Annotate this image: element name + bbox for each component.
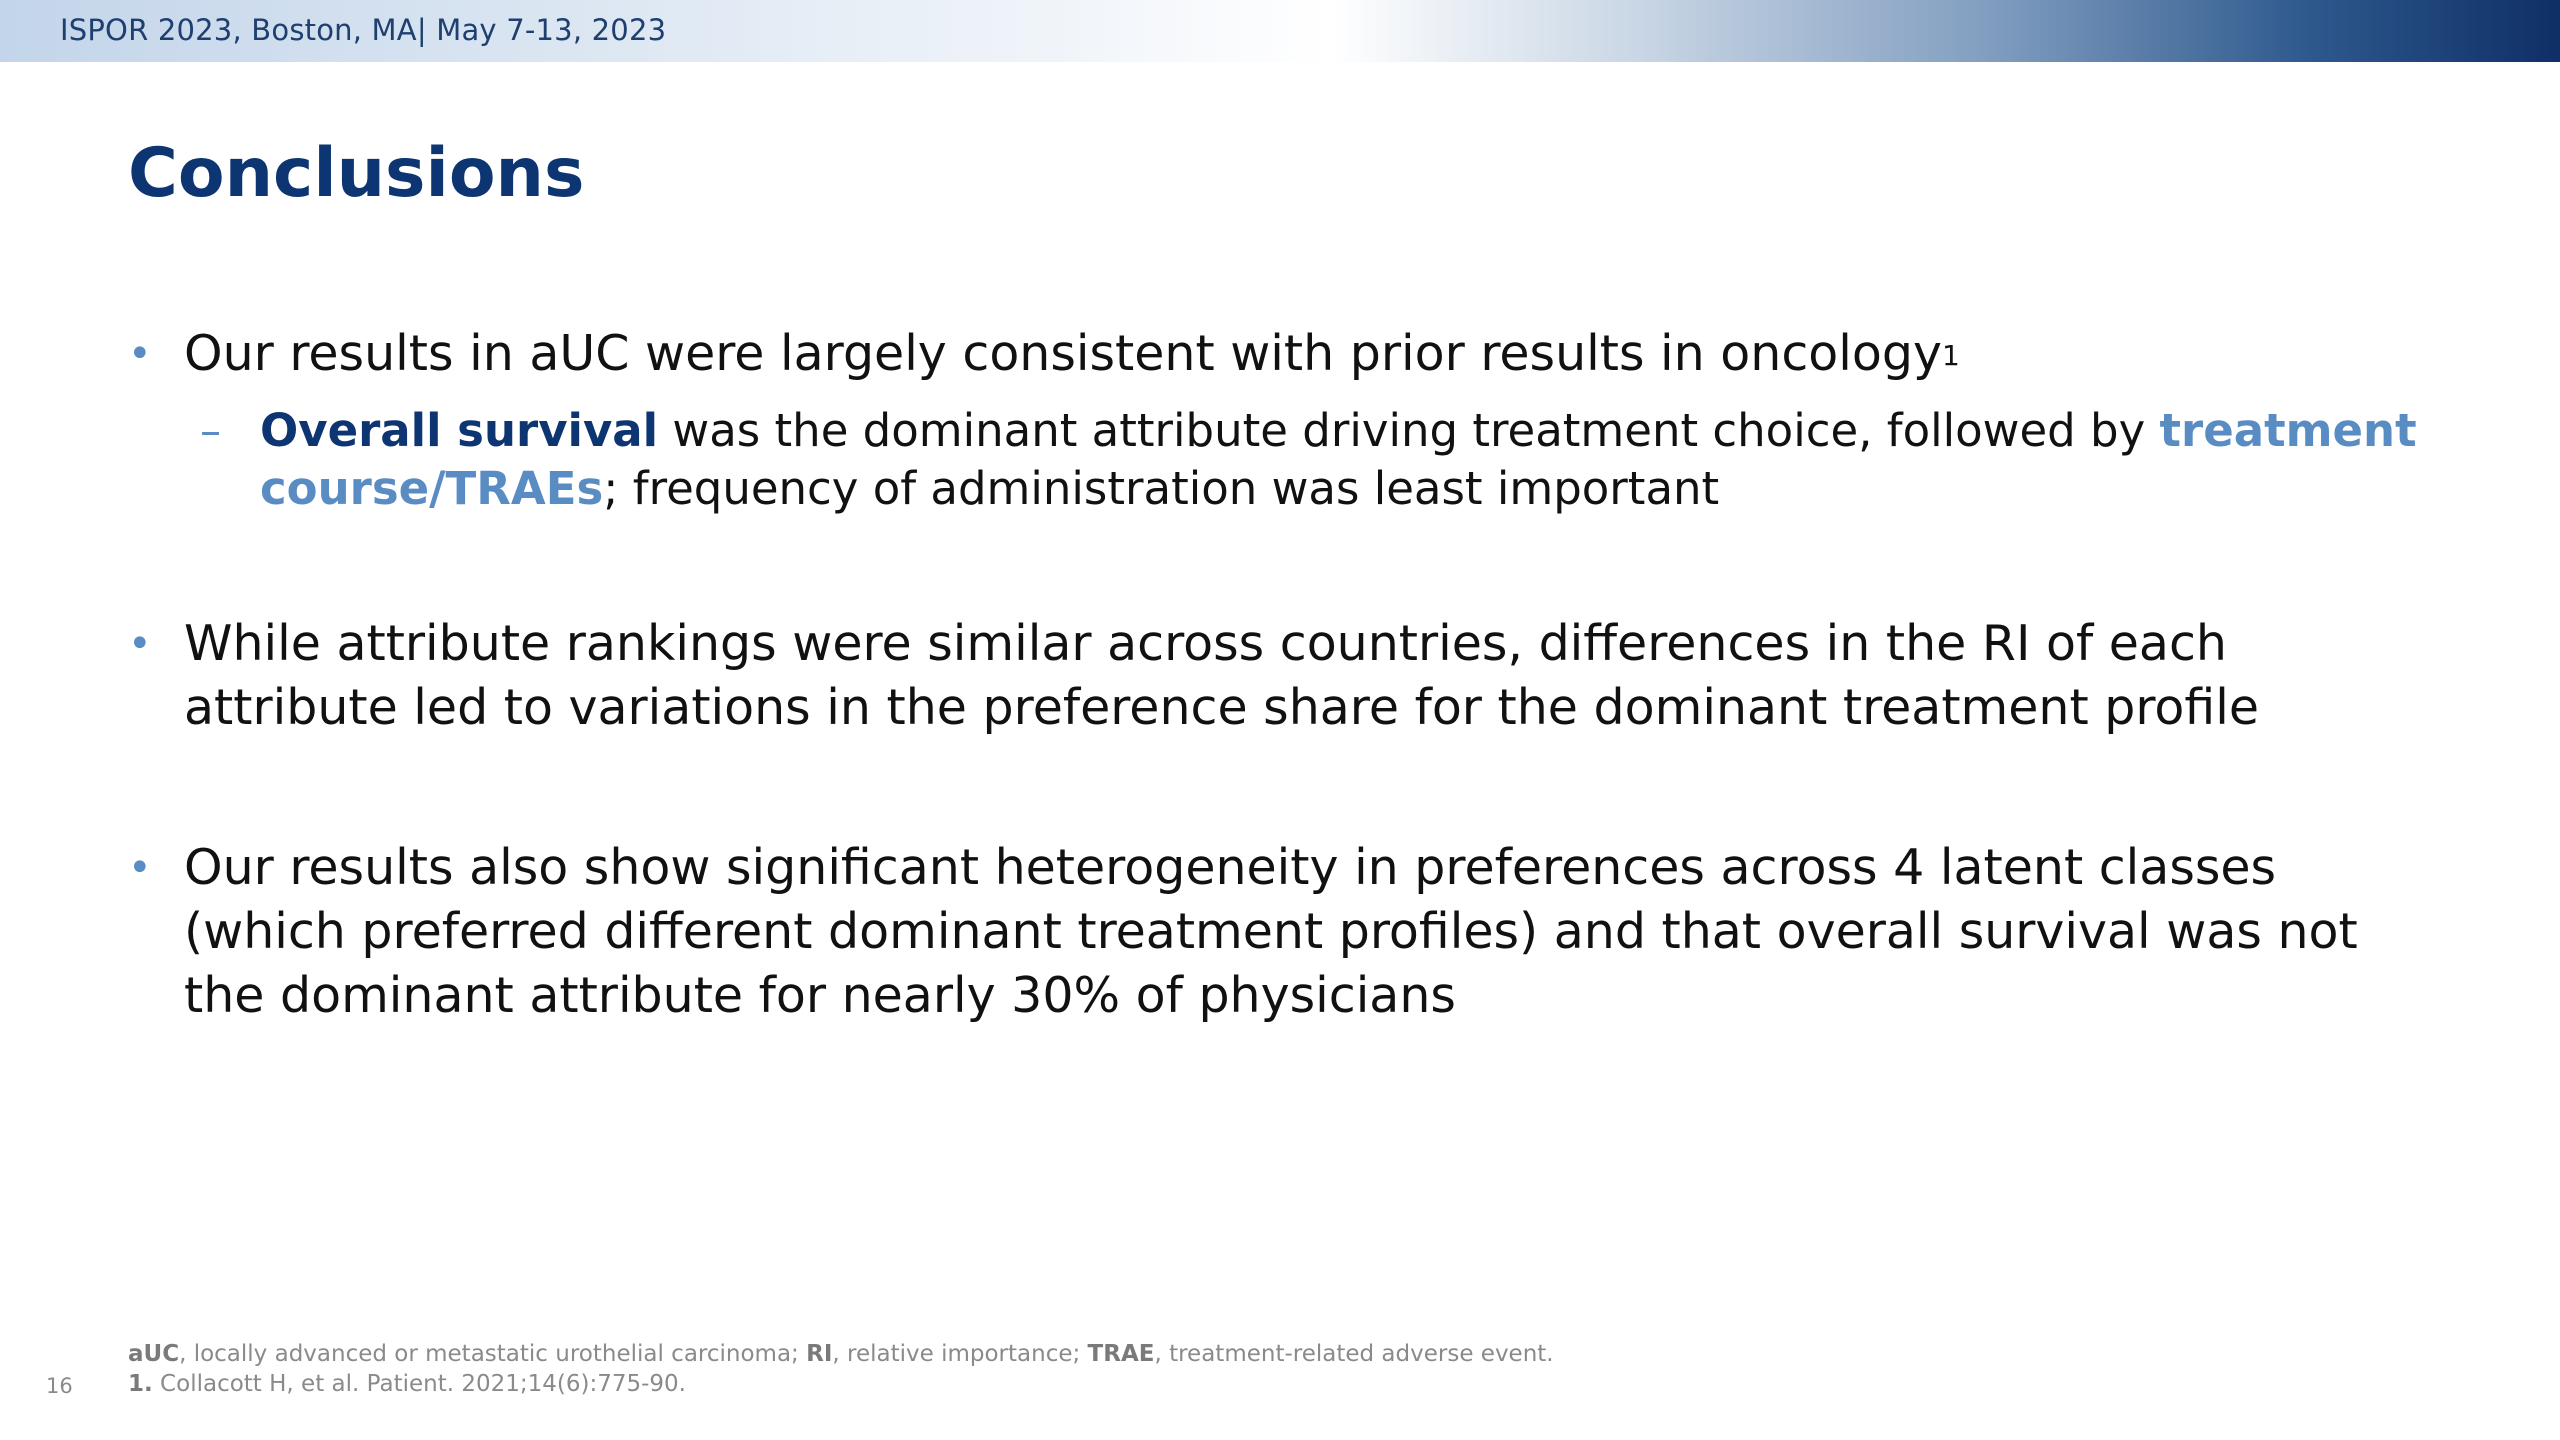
sub-bullet-middle: was the dominant attribute driving treatment choice, followed by — [658, 404, 2160, 457]
header-conference-text — [60, 13, 666, 47]
bullet-dot-icon: • — [128, 331, 152, 377]
citation-superscript: 1 — [1941, 339, 1960, 372]
page-title: Conclusions — [128, 134, 585, 213]
conference-name: ISPOR 2023, Boston, MA — [60, 13, 417, 47]
sub-bullet-dash-icon: – — [200, 406, 221, 455]
footnote-abbr-ri: RI — [806, 1341, 833, 1367]
footnote-reference — [128, 1371, 686, 1397]
bullet-1-text — [184, 322, 2414, 386]
sub-bullet-1-text — [260, 402, 2430, 518]
bullet-dot-icon: • — [128, 621, 152, 667]
footnote-abbr-trae: TRAE — [1087, 1341, 1155, 1367]
footnote-abbr-auc: aUC — [128, 1341, 180, 1367]
footnote-def-trae: , treatment-related adverse event. — [1154, 1341, 1554, 1367]
highlight-treatment-course: treatment course/TRAEs — [260, 404, 2417, 515]
page-number: 16 — [46, 1374, 73, 1398]
header-separator: | — [416, 13, 427, 47]
bullet-3 — [128, 836, 2428, 1028]
conference-dates: May 7-13, 2023 — [436, 13, 667, 47]
footnote-abbreviations — [128, 1341, 1554, 1367]
highlight-overall-survival: Overall survival — [260, 404, 659, 457]
bullet-1 — [128, 322, 2428, 386]
reference-number: 1. — [128, 1371, 153, 1397]
bullet-dot-icon: • — [128, 845, 152, 891]
bullet-3-text: Our results also show significant heterogeneity in preferences across 4 latent classes (which preferred different dominant treatment profiles) and that overall survival was not the dominant attribute for nearly 30% of physicians — [184, 839, 2358, 1024]
reference-text: Collacott H, et al. Patient. 2021;14(6):775-90. — [152, 1371, 686, 1397]
footnote-def-ri: , relative importance; — [832, 1341, 1088, 1367]
header-band — [0, 0, 2560, 62]
footnote-def-auc: , locally advanced or metastatic urothelial carcinoma; — [179, 1341, 807, 1367]
sub-bullet-1 — [200, 402, 2430, 518]
bullet-2 — [128, 612, 2428, 740]
sub-bullet-end: ; frequency of administration was least important — [603, 462, 1720, 515]
bullet-2-text: While attribute rankings were similar across countries, differences in the RI of each attribute led to variations in the preference share for the dominant treatment profile — [184, 615, 2260, 736]
bullet-1-body: Our results in aUC were largely consistent with prior results in oncology — [184, 325, 1942, 382]
